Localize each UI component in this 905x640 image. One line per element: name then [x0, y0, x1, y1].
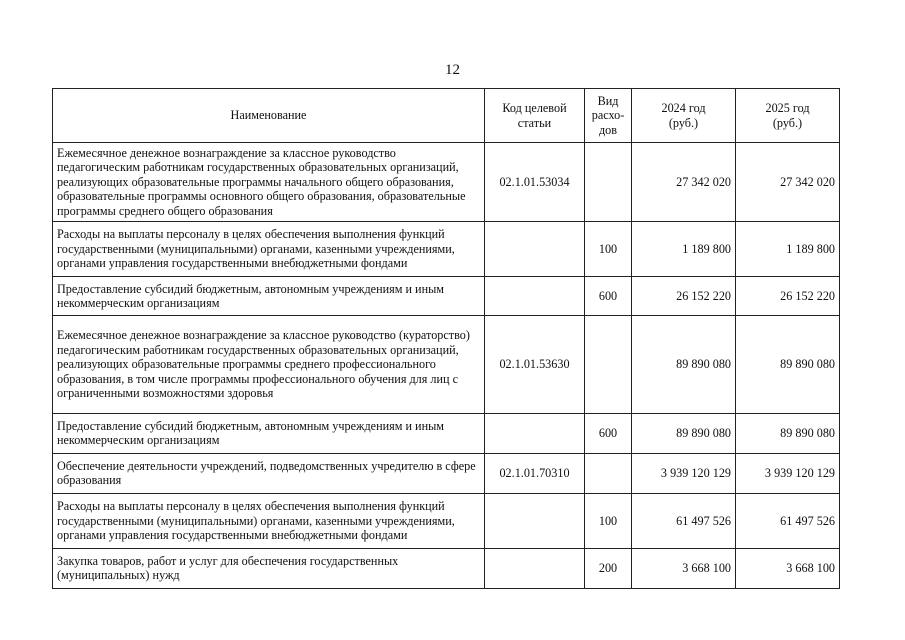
row-name: Закупка товаров, работ и услуг для обеспечения государственных (муниципальных) нужд	[53, 548, 485, 588]
table-row	[53, 143, 840, 222]
header-type-line1: Вид	[597, 93, 619, 108]
table-row	[53, 413, 840, 453]
header-expense-type	[585, 89, 632, 143]
row-code	[485, 548, 585, 588]
row-name: Расходы на выплаты персоналу в целях обеспечения выполнения функций государственными (муниципальными) органами, казенными учреждениями, органами управления государственными внебюджетными фондами	[53, 493, 485, 548]
row-type: 200	[585, 548, 632, 588]
header-type-line3: дов	[598, 122, 618, 137]
header-code-line1: Код целевой	[502, 101, 567, 116]
row-code: 02.1.01.53630	[485, 315, 585, 413]
table-row	[53, 221, 840, 276]
row-2025: 3 939 120 129	[736, 453, 840, 493]
row-code	[485, 221, 585, 276]
row-type: 100	[585, 221, 632, 276]
row-code	[485, 493, 585, 548]
row-2024: 3 668 100	[632, 548, 736, 588]
table-row	[53, 276, 840, 315]
row-name: Расходы на выплаты персоналу в целях обеспечения выполнения функций государственными (муниципальными) органами, казенными учреждениями, органами управления государственными внебюджетными фондами	[53, 221, 485, 276]
header-2024	[632, 89, 736, 143]
row-type: 600	[585, 413, 632, 453]
row-2024: 26 152 220	[632, 276, 736, 315]
row-type	[585, 453, 632, 493]
header-2025-line1: 2025 год	[765, 101, 810, 116]
row-2025: 1 189 800	[736, 221, 840, 276]
row-name: Ежемесячное денежное вознаграждение за классное руководство (кураторство) педагогическим работникам государственных образовательных организаций, реализующих образовательные программы среднего профессионального образования, в том числе программы профессионального обучения для лиц с ограниченными возможностями здоровья	[53, 315, 485, 413]
row-2024: 89 890 080	[632, 315, 736, 413]
table-header-row	[53, 89, 840, 143]
budget-table	[52, 88, 840, 589]
row-2025: 89 890 080	[736, 413, 840, 453]
table-row	[53, 548, 840, 588]
row-code	[485, 413, 585, 453]
row-2025: 61 497 526	[736, 493, 840, 548]
page-number: 12	[445, 62, 460, 78]
row-2024: 61 497 526	[632, 493, 736, 548]
header-code	[485, 89, 585, 143]
row-name: Предоставление субсидий бюджетным, автономным учреждениям и иным некоммерческим организациям	[53, 276, 485, 315]
header-code-line2: статьи	[517, 115, 552, 130]
row-name: Ежемесячное денежное вознаграждение за классное руководство педагогическим работникам государственных образовательных организаций, реализующих образовательные программы начального общего образования, образовательные программы основного общего образования, образовательные программы среднего общего образования	[53, 143, 485, 222]
row-type: 100	[585, 493, 632, 548]
table-row	[53, 453, 840, 493]
row-code	[485, 276, 585, 315]
header-2025-line2: (руб.)	[772, 115, 803, 130]
row-2025: 89 890 080	[736, 315, 840, 413]
row-type	[585, 143, 632, 222]
row-2024: 1 189 800	[632, 221, 736, 276]
row-2025: 27 342 020	[736, 143, 840, 222]
row-2025: 26 152 220	[736, 276, 840, 315]
table-row	[53, 315, 840, 413]
header-2024-line2: (руб.)	[668, 115, 699, 130]
header-type-line2: расхо-	[591, 108, 625, 123]
header-2025	[736, 89, 840, 143]
row-2024: 27 342 020	[632, 143, 736, 222]
table-row	[53, 493, 840, 548]
row-2024: 89 890 080	[632, 413, 736, 453]
row-code: 02.1.01.70310	[485, 453, 585, 493]
row-code: 02.1.01.53034	[485, 143, 585, 222]
row-name: Предоставление субсидий бюджетным, автономным учреждениям и иным некоммерческим организациям	[53, 413, 485, 453]
header-name: Наименование	[53, 89, 485, 143]
header-2024-line1: 2024 год	[661, 101, 706, 116]
row-type	[585, 315, 632, 413]
row-2024: 3 939 120 129	[632, 453, 736, 493]
row-2025: 3 668 100	[736, 548, 840, 588]
row-name: Обеспечение деятельности учреждений, подведомственных учредителю в сфере образования	[53, 453, 485, 493]
row-type: 600	[585, 276, 632, 315]
